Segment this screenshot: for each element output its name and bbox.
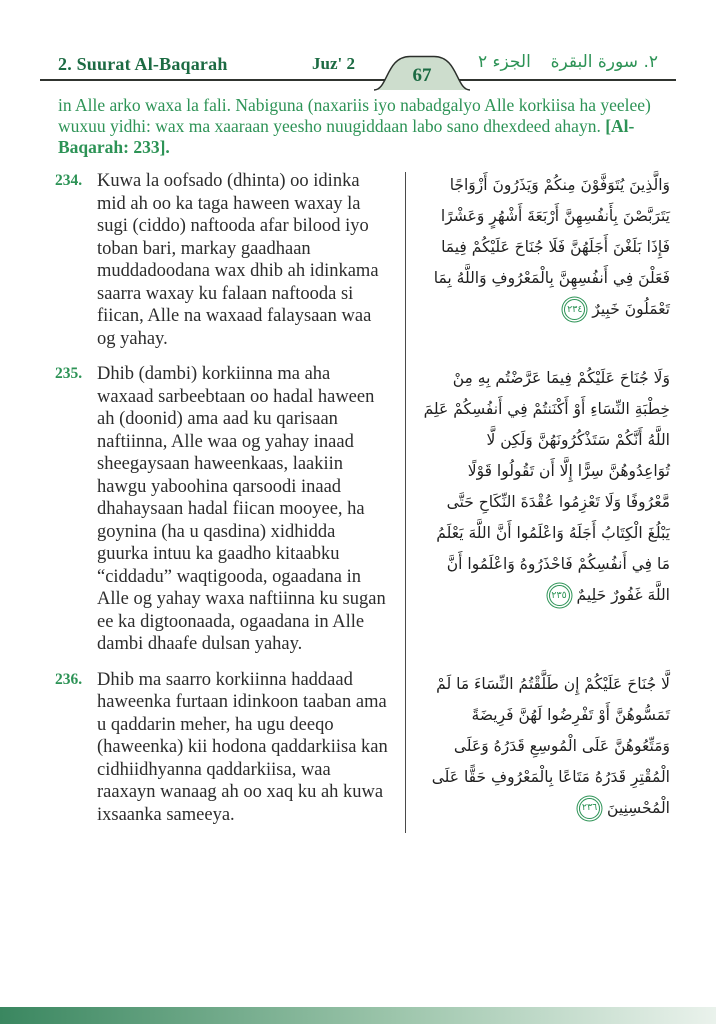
arabic-text: لَّا جُنَاحَ عَلَيْكُمْ إِن طَلَّقْتُمُ النِّسَاءَ مَا لَمْ تَمَسُّوهُنَّ أَوْ تَفْرِضُوا لَهُنَّ فَرِيضَةً وَمَتِّعُوهُنَّ عَلَى الْمُوسِعِ قَدَرُهُ وَعَلَى الْمُقْتِرِ قَدَرُهُ مَتَاعًا بِالْمَعْرُوفِ حَقًّا عَلَى الْمُحْسِنِينَ — [431, 674, 670, 817]
intro-reference: [Al-Baqarah: 233]. — [58, 116, 635, 157]
juz-label-latin: Juz' 2 — [312, 54, 355, 73]
page-number-tab-shape — [374, 55, 470, 91]
verse-end-medallion: ٢٣٤ — [564, 299, 585, 320]
surah-title-arabic: ٢. سورة البقرة — [550, 52, 658, 72]
verse-number: 236. — [55, 670, 83, 688]
header-rule — [40, 79, 676, 81]
verse-text-somali: Kuwa la oofsado (dhinta) oo idinka mid ah oo ka taga haween waxay la sugi (ciddo) naftooda afar bilood iyo toban bari, markay gaadhaan muddadoodana wax dhib ah idinkama saarra waxay ku falaan naftooda si fiican, Alle na waxaad falaysaan waa og yahay. — [97, 171, 379, 349]
verse-text-arabic — [422, 170, 680, 325]
arabic-text: وَالَّذِينَ يُتَوَفَّوْنَ مِنكُمْ وَيَذَرُونَ أَزْوَاجًا يَتَرَبَّصْنَ بِأَنفُسِهِنَّ أَرْبَعَةَ أَشْهُرٍ وَعَشْرًا فَإِذَا بَلَغْنَ أَجَلَهُنَّ فَلَا جُنَاحَ عَلَيْكُمْ فِيمَا فَعَلْنَ فِي أَنفُسِهِنَّ بِالْمَعْرُوفِ وَاللَّهُ بِمَا تَعْمَلُونَ خَبِيرٌ — [433, 176, 670, 318]
intro-text: in Alle arko waxa la fali. Nabiguna (naxariis iyo nabadgalyo Alle korkiisa ha yeelee) wuxuu yidhi: wax ma xaaraan yeesho nuugiddaan labo sano dhexdeed ahayn. — [58, 95, 651, 136]
verse-row-236 — [55, 669, 680, 827]
verse-text-arabic — [422, 669, 680, 824]
page-number: 67 — [412, 65, 432, 86]
verse-row-234 — [55, 170, 680, 350]
verse-end-medallion: ٢٣٥ — [549, 585, 570, 606]
column-divider — [405, 172, 406, 833]
verse-text-somali: Dhib (dambi) korkiinna ma aha waxaad sarbeebtaan oo hadal haween ah (doonid) ama aad ku qarisaan naftiinna, Alle waa og yahay inaad sheegaysaan haweenkaas, laakiin hawgu yaboohina qarsoodi inaad dhahaysaan hadal fiican mooyee, ha goynina (ha u qasdina) xidhidda guurka intuu ka gaadho kitaabku “ciddadu” waqtigooda, ogaadana in Alle og yahay waxa naftiinna ku sugan ee ka digtoonaada, ogaadana in Alle dambi dhaafe dulsan yahay. — [97, 364, 386, 654]
verse-text-somali: Dhib ma saarro korkiinna haddaad haweenka furtaan idinkoon taaban ama u qaddarin meher, ha ugu deeqo (haweenka) kii hodona qaddarkiisa kan cidhiidhyanna qaddarkiisa, waa raaxayn wanaag ah oo xaq ku ah kuwa ixsaanka sameeya. — [97, 669, 388, 825]
surah-title-latin: 2. Suurat Al-Baqarah — [58, 54, 228, 74]
verse-content — [55, 170, 680, 839]
verse-text-arabic — [422, 363, 680, 611]
verse-number: 235. — [55, 365, 83, 382]
verse-row-235 — [55, 363, 680, 656]
juz-label-arabic: الجزء ٢ — [478, 52, 531, 72]
verse-end-medallion: ٢٣٦ — [579, 798, 600, 819]
intro-paragraph — [58, 95, 664, 158]
verse-number: 234. — [55, 172, 83, 189]
page-number-tab — [374, 55, 470, 91]
arabic-text: وَلَا جُنَاحَ عَلَيْكُمْ فِيمَا عَرَّضْتُم بِهِ مِنْ خِطْبَةِ النِّسَاءِ أَوْ أَكْنَنتُمْ فِي أَنفُسِكُمْ عَلِمَ اللَّهُ أَنَّكُمْ سَتَذْكُرُونَهُنَّ وَلَكِن لَّا تُوَاعِدُوهُنَّ سِرًّا إِلَّا أَن تَقُولُوا قَوْلًا مَّعْرُوفًا وَلَا تَعْزِمُوا عُقْدَةَ النِّكَاحِ حَتَّى يَبْلُغَ الْكِتَابُ أَجَلَهُ وَاعْلَمُوا أَنَّ اللَّهَ يَعْلَمُ مَا فِي أَنفُسِكُمْ فَاحْذَرُوهُ وَاعْلَمُوا أَنَّ اللَّهَ غَفُورٌ حَلِيمٌ — [423, 369, 670, 604]
footer-decorative-bar — [0, 1007, 716, 1024]
